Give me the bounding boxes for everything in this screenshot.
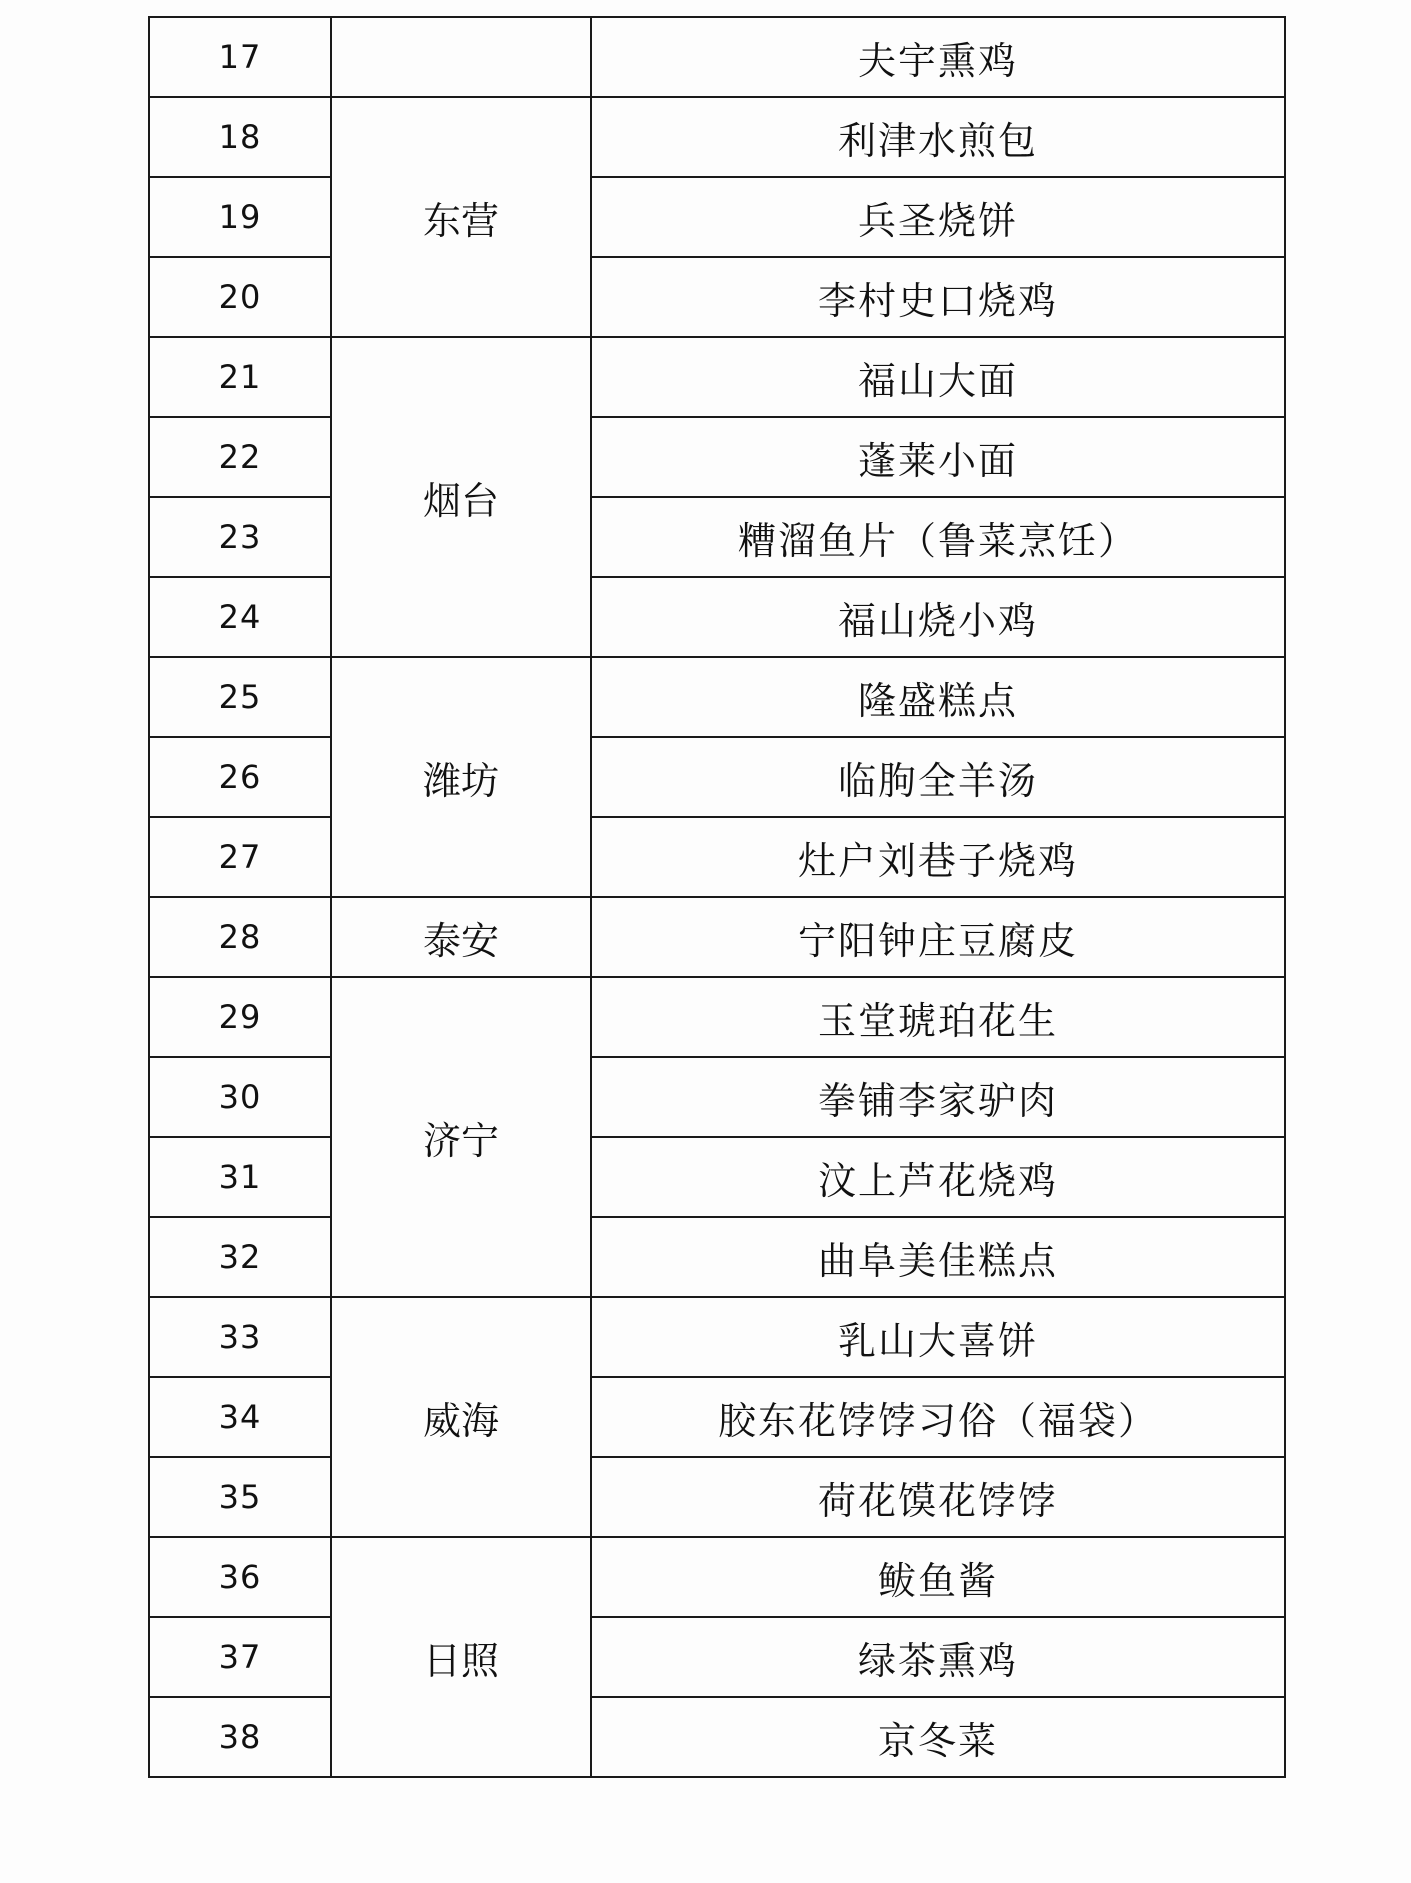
row-number: 29 (149, 977, 331, 1057)
item-name: 利津水煎包 (591, 97, 1285, 177)
row-number: 20 (149, 257, 331, 337)
city-cell: 济宁 (331, 977, 591, 1297)
item-name: 曲阜美佳糕点 (591, 1217, 1285, 1297)
item-name: 绿茶熏鸡 (591, 1617, 1285, 1697)
table-row (149, 1297, 1285, 1377)
row-number: 19 (149, 177, 331, 257)
row-number: 23 (149, 497, 331, 577)
item-name: 福山大面 (591, 337, 1285, 417)
table-row (149, 817, 1285, 897)
table-row (149, 17, 1285, 97)
item-name: 拳铺李家驴肉 (591, 1057, 1285, 1137)
table-row (149, 177, 1285, 257)
item-name: 隆盛糕点 (591, 657, 1285, 737)
table-row (149, 1697, 1285, 1777)
item-name: 玉堂琥珀花生 (591, 977, 1285, 1057)
item-name: 李村史口烧鸡 (591, 257, 1285, 337)
item-name: 灶户刘巷子烧鸡 (591, 817, 1285, 897)
row-number: 24 (149, 577, 331, 657)
item-name: 蓬莱小面 (591, 417, 1285, 497)
row-number: 22 (149, 417, 331, 497)
city-cell: 东营 (331, 97, 591, 337)
row-number: 27 (149, 817, 331, 897)
table-row (149, 1617, 1285, 1697)
table-row (149, 897, 1285, 977)
city-cell: 威海 (331, 1297, 591, 1537)
item-name: 乳山大喜饼 (591, 1297, 1285, 1377)
table-row (149, 1217, 1285, 1297)
city-cell (331, 17, 591, 97)
snack-list-table (148, 16, 1286, 1778)
table-row (149, 337, 1285, 417)
item-name: 京冬菜 (591, 1697, 1285, 1777)
city-cell: 日照 (331, 1537, 591, 1777)
city-cell: 潍坊 (331, 657, 591, 897)
table-row (149, 97, 1285, 177)
item-name: 临朐全羊汤 (591, 737, 1285, 817)
item-name: 宁阳钟庄豆腐皮 (591, 897, 1285, 977)
item-name: 福山烧小鸡 (591, 577, 1285, 657)
city-cell: 烟台 (331, 337, 591, 657)
table-row (149, 577, 1285, 657)
table-row (149, 1457, 1285, 1537)
row-number: 31 (149, 1137, 331, 1217)
item-name: 兵圣烧饼 (591, 177, 1285, 257)
row-number: 37 (149, 1617, 331, 1697)
row-number: 26 (149, 737, 331, 817)
table-row (149, 1137, 1285, 1217)
item-name: 荷花馍花饽饽 (591, 1457, 1285, 1537)
row-number: 36 (149, 1537, 331, 1617)
row-number: 32 (149, 1217, 331, 1297)
item-name: 糟溜鱼片（鲁菜烹饪） (591, 497, 1285, 577)
table-row (149, 737, 1285, 817)
row-number: 35 (149, 1457, 331, 1537)
item-name: 夫宇熏鸡 (591, 17, 1285, 97)
table-row (149, 1377, 1285, 1457)
row-number: 18 (149, 97, 331, 177)
item-name: 汶上芦花烧鸡 (591, 1137, 1285, 1217)
table-row (149, 657, 1285, 737)
row-number: 38 (149, 1697, 331, 1777)
row-number: 33 (149, 1297, 331, 1377)
row-number: 17 (149, 17, 331, 97)
row-number: 34 (149, 1377, 331, 1457)
table-row (149, 417, 1285, 497)
table-body (149, 17, 1285, 1777)
row-number: 25 (149, 657, 331, 737)
table-row (149, 977, 1285, 1057)
row-number: 30 (149, 1057, 331, 1137)
city-cell: 泰安 (331, 897, 591, 977)
row-number: 21 (149, 337, 331, 417)
item-name: 胶东花饽饽习俗（福袋） (591, 1377, 1285, 1457)
row-number: 28 (149, 897, 331, 977)
table-row (149, 1537, 1285, 1617)
table-row (149, 257, 1285, 337)
item-name: 鲅鱼酱 (591, 1537, 1285, 1617)
table-row (149, 1057, 1285, 1137)
table-row (149, 497, 1285, 577)
